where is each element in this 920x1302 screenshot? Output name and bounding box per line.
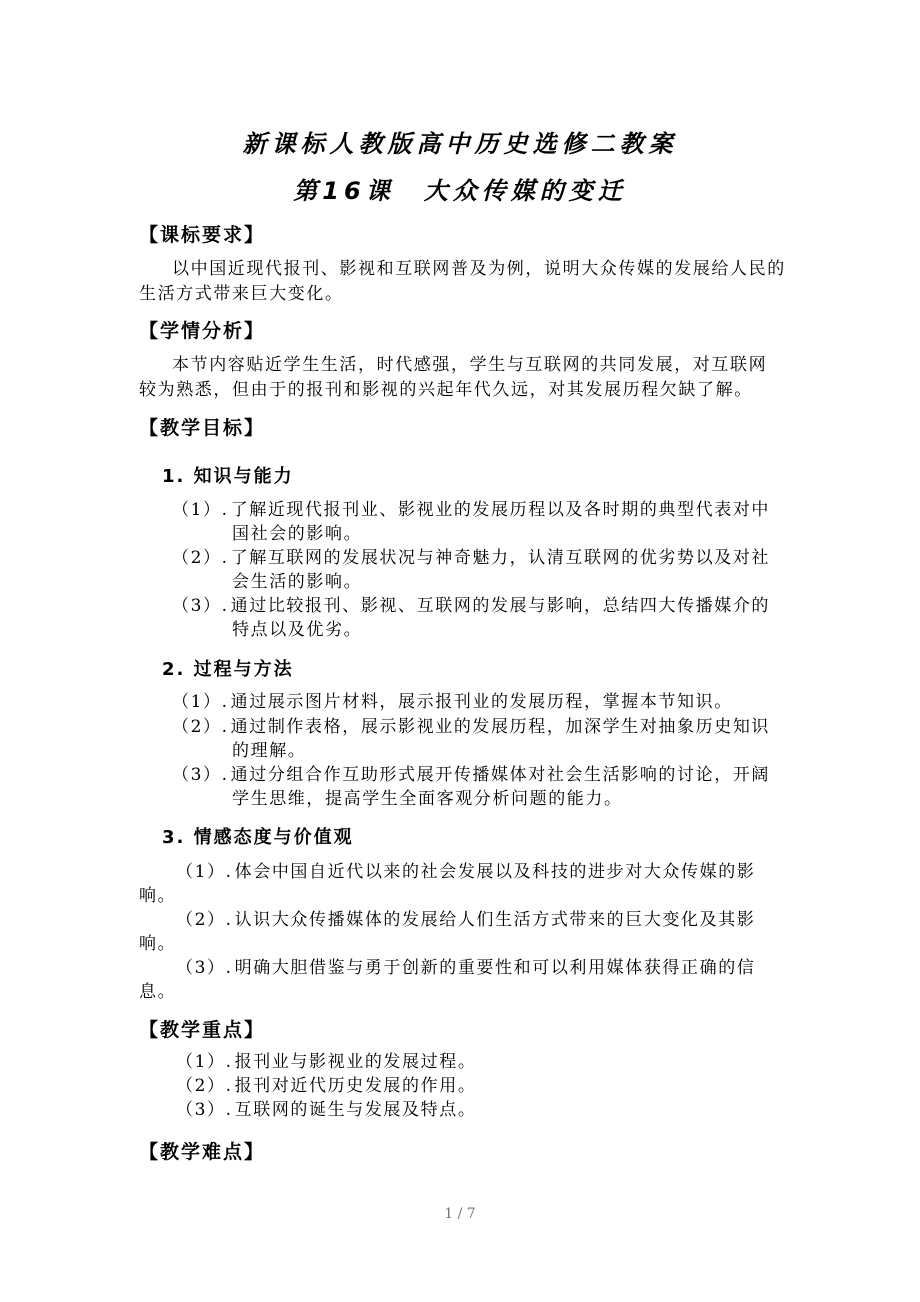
list-item-line: 明确大胆借鉴与勇于创新的重要性和可以利用媒体获得正确的信 bbox=[234, 958, 756, 978]
list-item-line: 了解互联网的发展状况与神奇魅力，认清互联网的优劣势以及对社 bbox=[230, 548, 771, 568]
list-item bbox=[172, 763, 770, 787]
list-item-number: （1）. bbox=[172, 692, 229, 712]
list-item bbox=[172, 715, 770, 739]
paragraph-line: 本节内容贴近学生生活，时代感强，学生与互联网的共同发展，对互联网 bbox=[172, 355, 768, 375]
list-item-line: 了解近现代报刊业、影视业的发展历程以及各时期的典型代表对中 bbox=[230, 500, 771, 520]
list-item bbox=[172, 594, 770, 618]
heading-difficulties: 【教学难点】 bbox=[139, 1141, 266, 1163]
list-item bbox=[176, 956, 755, 980]
list-item-line: 报刊业与影视业的发展过程。 bbox=[234, 1052, 477, 1072]
list-item bbox=[176, 1074, 476, 1098]
list-item-line: 通过制作表格，展示影视业的发展历程，加深学生对抽象历史知识 bbox=[230, 717, 771, 737]
list-item-number: （1）. bbox=[176, 1052, 233, 1072]
list-item-line: 通过比较报刊、影视、互联网的发展与影响，总结四大传播媒介的 bbox=[230, 596, 771, 616]
heading-analysis: 【学情分析】 bbox=[139, 320, 266, 342]
list-item-number: （3）. bbox=[176, 958, 233, 978]
heading-curriculum: 【课标要求】 bbox=[139, 224, 266, 246]
list-item-line: 会生活的影响。 bbox=[232, 572, 363, 592]
list-item-line: 报刊对近代历史发展的作用。 bbox=[234, 1076, 477, 1096]
list-item bbox=[176, 1050, 476, 1074]
list-item-number: （3）. bbox=[176, 1100, 233, 1120]
subheading-attitude: 3. 情感态度与价值观 bbox=[162, 827, 354, 848]
list-item-line: 通过展示图片材料，展示报刊业的发展历程，掌握本节知识。 bbox=[230, 692, 733, 712]
list-item-number: （2）. bbox=[176, 1076, 233, 1096]
subheading-process: 2. 过程与方法 bbox=[162, 659, 294, 680]
list-item-line: 认识大众传播媒体的发展给人们生活方式带来的巨大变化及其影 bbox=[234, 910, 756, 930]
list-item-line: 学生思维，提高学生全面客观分析问题的能力。 bbox=[232, 789, 623, 809]
subheading-knowledge: 1. 知识与能力 bbox=[162, 466, 294, 487]
list-item-line: 的理解。 bbox=[232, 741, 307, 761]
list-item-number: （1）. bbox=[176, 862, 233, 882]
list-item bbox=[176, 908, 755, 932]
list-item bbox=[172, 546, 770, 570]
list-item bbox=[176, 1098, 476, 1122]
list-item-line: 国社会的影响。 bbox=[232, 524, 363, 544]
list-item-line: 通过分组合作互助形式展开传播媒体对社会生活影响的讨论，开阔 bbox=[230, 765, 771, 785]
list-item-line: 息。 bbox=[139, 982, 177, 1002]
heading-key-points: 【教学重点】 bbox=[139, 1019, 266, 1041]
lesson-title: 第16课 大众传媒的变迁 bbox=[293, 177, 627, 205]
list-item bbox=[172, 690, 733, 714]
list-item-line: 体会中国自近代以来的社会发展以及科技的进步对大众传媒的影 bbox=[234, 862, 756, 882]
paragraph-line: 以中国近现代报刊、影视和互联网普及为例，说明大众传媒的发展给人民的 bbox=[172, 259, 786, 279]
list-item-number: （3）. bbox=[172, 596, 229, 616]
list-item-number: （2）. bbox=[172, 548, 229, 568]
list-item bbox=[172, 498, 770, 522]
list-item-line: 互联网的诞生与发展及特点。 bbox=[234, 1100, 477, 1120]
list-item-number: （1）. bbox=[172, 500, 229, 520]
list-item bbox=[176, 860, 755, 884]
paragraph-line: 较为熟悉，但由于的报刊和影视的兴起年代久远，对其发展历程欠缺了解。 bbox=[139, 380, 753, 400]
paragraph-line: 生活方式带来巨大变化。 bbox=[139, 284, 344, 304]
page-indicator: 1 / 7 bbox=[444, 1206, 476, 1222]
list-item-number: （2）. bbox=[172, 717, 229, 737]
list-item-number: （2）. bbox=[176, 910, 233, 930]
heading-goals: 【教学目标】 bbox=[139, 417, 266, 439]
list-item-line: 响。 bbox=[139, 886, 177, 906]
list-item-line: 响。 bbox=[139, 934, 177, 954]
list-item-number: （3）. bbox=[172, 765, 229, 785]
document-title: 新课标人教版高中历史选修二教案 bbox=[242, 130, 678, 158]
list-item-line: 特点以及优劣。 bbox=[232, 620, 363, 640]
